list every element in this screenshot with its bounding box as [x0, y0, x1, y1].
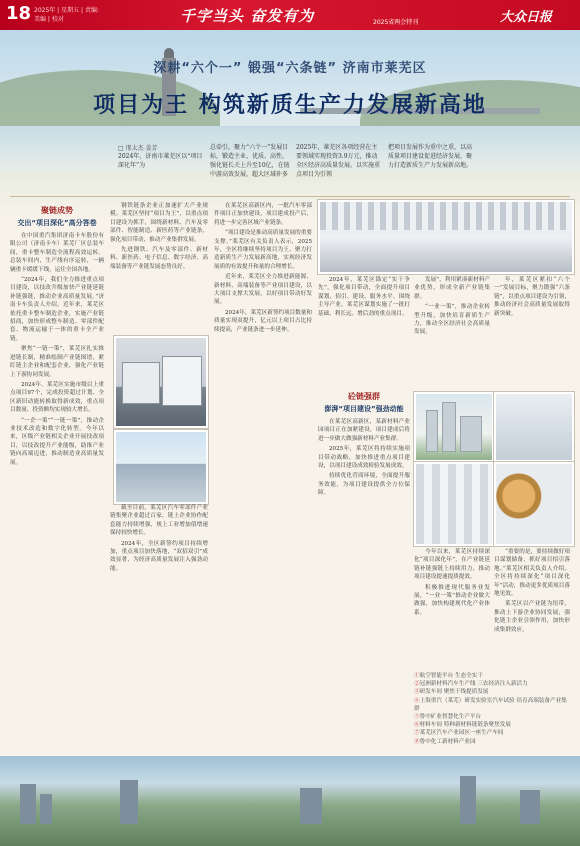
caption-text: 研发车间 聚焦干线提质发展 — [419, 689, 489, 696]
building-shape — [442, 402, 456, 452]
paragraph: “项目建设是推动高质量发展的重要支撑。”莱芜区有关负责人表示，2025年，全区将继续坚持项目为王，聚力打造新质生产力发展新高地，实现经济发展质的有效提升和量的合理增长。 — [214, 230, 312, 270]
intro-paragraph: 把项目发展作为重中之重，以高质量项目建设促进经济发展，聚力打造新质生产力发展新高地。 — [388, 144, 473, 169]
paragraph: “2024年，我们全力推进重点项目建设，以技改升级加快产业链延链补链强链，推动企业高质量发展。”济南卡车负责人介绍。近年来，莱芜区依托重卡整车制造企业，实施产业链招商，加快形成整车制造、零部件配套、物流运输于一体的重卡全产业链。 — [10, 277, 104, 342]
caption-line — [414, 721, 570, 729]
truck-cab-shape — [122, 362, 160, 404]
roof-structure — [320, 202, 572, 230]
caption-text: 航空智能平台 生态全实干 — [419, 673, 483, 679]
wire-coils-photo — [494, 462, 574, 546]
paragraph: 莱芜区以产业链为纽带，推动上下游企业协同发展，强化链主企业引领作用，加快形成集群效应。 — [494, 601, 570, 633]
divider — [10, 196, 570, 197]
paragraph: 在莱芜区高新区内，一批汽车零部件项目正加快建设，项目建成投产后，将进一步完善区域产业链条。 — [214, 203, 312, 226]
article-column-6b — [494, 548, 570, 666]
photo-captions — [414, 672, 570, 746]
caption-marker: ② — [414, 681, 420, 688]
building-shape — [460, 416, 482, 452]
caption-line — [414, 688, 570, 696]
article-column-2b — [110, 504, 208, 752]
building-shape — [426, 410, 438, 452]
paragraph: 近年来，莱芜区全力推进新能源、新材料、高端装备等产业项目建设，以大项目支撑大发展，以好项目带动好发展。 — [214, 274, 312, 306]
building-shape — [120, 780, 138, 824]
building-shape — [520, 790, 540, 824]
workshop-photo — [414, 462, 494, 546]
article-column-4 — [318, 276, 410, 386]
article-headline: 项目为王 构筑新质生产力发展新高地 — [93, 93, 487, 118]
section-subheading: 澎湃“项目建设”强劲动能 — [324, 405, 404, 413]
paragraph: 2025年，莱芜区将持续实施项目带动战略，加快推进重点项目建设，以项目建设成效检验发展成效。 — [318, 446, 410, 470]
caption-marker: ④ — [414, 697, 420, 704]
intro-paragraph: 总牵引，聚力“六个一”发展目标，锻造主业、优质、高性，强化链长关上升至10亿，在链中游高效发展、超大区域补多 — [210, 144, 290, 178]
article-column-4b — [318, 388, 410, 752]
caption-text: 冠洲新材料汽车生产线 三农经济注入新活力 — [419, 681, 528, 688]
building-shape — [300, 788, 322, 824]
factory-hall-photo — [318, 200, 574, 274]
article-column-6 — [494, 276, 570, 386]
caption-text: 鲁中矿业智慧化生产平台 — [419, 714, 482, 721]
paragraph: “一业一策”，推动企业转型升级，加快培育新质生产力，推动全区经济社会高质量发展。 — [414, 304, 490, 336]
intro-paragraph: 2025年，莱芜区各项经营在主要领域实现投资3.9万元，推动全区经济高质量发展。以实施重点项目为引领 — [296, 144, 381, 178]
paragraph: 发展”，利用紧凑新材料产业优势，形成全新产业链集群。 — [414, 277, 490, 300]
building-shape — [460, 776, 476, 824]
caption-line — [414, 713, 570, 721]
special-issue-label: 2025省两会特刊 — [373, 19, 419, 26]
industrial-park-photo — [414, 392, 494, 462]
caption-marker: ③ — [414, 689, 420, 696]
paragraph: 截至目前，莱芜区汽车零部件产业链集聚企业超过百家，链上企业协作配套能力持续增强，规上工业增加值增速保持较快增长。 — [110, 505, 208, 537]
paragraph: 2024年，莱芜区锚定“实干争先”，强化项目带动，全面提升项目谋划、招引、建设、服务水平。围绕主导产业，莱芜区谋划实施了一批打基础、利长远、增后劲的重点项目。 — [318, 277, 410, 317]
article-column-1 — [10, 202, 104, 752]
caption-line — [414, 729, 570, 737]
paragraph: 2024年，莱芜区新签约项目数量和质量实现双提升，亿元以上项目占比持续提高，产业链条进一步延伸。 — [214, 309, 312, 333]
city-panorama-photo — [0, 756, 580, 846]
caption-text: 莱芜区汽车产业园区一座生产车间 — [419, 730, 504, 737]
article-column-3 — [214, 202, 312, 752]
header-slogan: 千字当头 奋发有为 — [180, 7, 315, 25]
lake-water — [0, 126, 580, 170]
caption-text: 材料车间 特种新材料链链条聚焦发展 — [419, 722, 511, 729]
caption-marker: ① — [414, 673, 420, 679]
paragraph: 今年以来，莱芜区持续深化“项目深化年”，在产业链延链补链强链上持续用力，推动项目建设提速提质提效。 — [414, 549, 490, 581]
paragraph: 在中国重汽集团济南卡车股份有限公司（济南卡车）莱芜厂区总装车间，重卡整车制造全流程高效运转。总装车间内，生产线有序运转，一辆辆重卡缓缓下线，运往全国各地。 — [10, 233, 104, 273]
paragraph: “一企一策”“一链一策”，推动企业技术改造和数字化转型。今年以来，区级产业链相关企业开展技改项目，以技改提升产业能级，助推产业链向高端迈进，推动制造业高质量发展。 — [10, 417, 104, 466]
paragraph: 2024年，全区新签约项目持续增加，重点项目加快落地，“双招双引”成效显著，为经济高质量发展注入强劲动能。 — [110, 540, 208, 572]
paragraph: “重要的是，要持续做好项目谋划储备，抓好项目招引落地。”莱芜区相关负责人介绍，全区将持续深化“项目深化年”活动，推动更多优质项目落地见效。 — [494, 549, 570, 598]
truck-cab-shape — [162, 356, 202, 406]
article-subtitle: 深耕“六个一” 锻强“六条链” 济南市莱芜区 — [153, 61, 427, 76]
lab-equipment-photo — [494, 392, 574, 462]
section-heading: 聚链成势 — [41, 206, 73, 215]
caption-line — [414, 680, 570, 688]
article-column-5b — [414, 548, 490, 666]
caption-marker: ⑤ — [414, 714, 420, 721]
issue-meta: 2025年 | 星期五 | 责编: — [34, 7, 99, 14]
caption-marker: ⑥ — [414, 722, 420, 729]
caption-marker: ⑧ — [414, 738, 420, 745]
section-heading: 砼链强群 — [348, 392, 380, 401]
caption-text: 鲁中化工新材料产业园 — [419, 738, 476, 745]
caption-line — [414, 738, 570, 746]
paragraph: 聚焦“一链一策”，莱芜区扎实推进链长制，精准绘制产业链图谱，紧盯链主企业和配套企业，强化产业链上下游协同发展。 — [10, 346, 104, 378]
paragraph: 积极推进现代服务业发展，“一业一策”推动企业做大做强，加快构建现代化产业体系。 — [414, 584, 490, 616]
paragraph: 先进钢铁、汽车及零部件、新材料、新医药、电子信息、数字经济、高端装备等产业链发展态势良好。 — [110, 247, 208, 270]
article-column-5 — [414, 276, 490, 386]
truck-production-photo — [114, 336, 208, 428]
building-shape — [20, 784, 36, 824]
paragraph: 在莱芜区高新区，某新材料产业园项目正在加紧建设，项目建成后将进一步做大做强新材料产业集群。 — [318, 419, 410, 442]
paragraph: 年，莱芜区紧扣“六个一”发展目标，聚力锻强“六条链”，以重点项目建设为引领，推动经济社会高质量发展取得新突破。 — [494, 277, 570, 317]
caption-line — [414, 672, 570, 680]
article-column-2 — [110, 202, 208, 332]
caption-text: 上海重汽（莱芜）研发实验室汽车试验 培育高端装备产业集群 — [414, 697, 567, 712]
factory-aerial-photo — [114, 430, 208, 504]
editor-meta: 美编 | 校对 — [34, 16, 64, 23]
caption-marker: ⑦ — [414, 730, 420, 737]
newspaper-logo: 大众日报 — [500, 10, 553, 25]
article-byline: □ 邢太杰 姜芳 — [118, 145, 158, 152]
building-shape — [40, 794, 52, 824]
page-number: 18 — [6, 3, 32, 24]
paragraph: 2024年，莱芜区实施市级以上重点项目97个，完成投资超过计划，全区新旧动能转换取得新成效，重点项目数量、投资额均实现较大增长。 — [10, 381, 104, 414]
intro-paragraph: 2024年，济南市莱芜区以“项目深化年”为 — [118, 153, 203, 169]
caption-line — [414, 697, 570, 713]
section-subheading: 交出“项目深化”高分答卷 — [17, 219, 97, 227]
paragraph: 钢铁链条企业正加速扩大产业规模。莱芜区坚持“项目为王”，以重点项目建设为抓手，围绕新材料、汽车及零部件、智能制造、新医药等产业链条，强化项目带动，推动产业集群发展。 — [110, 203, 208, 243]
paragraph: 持续优化营商环境，全面提升服务效能，为项目建设提供全方位保障。 — [318, 473, 410, 497]
